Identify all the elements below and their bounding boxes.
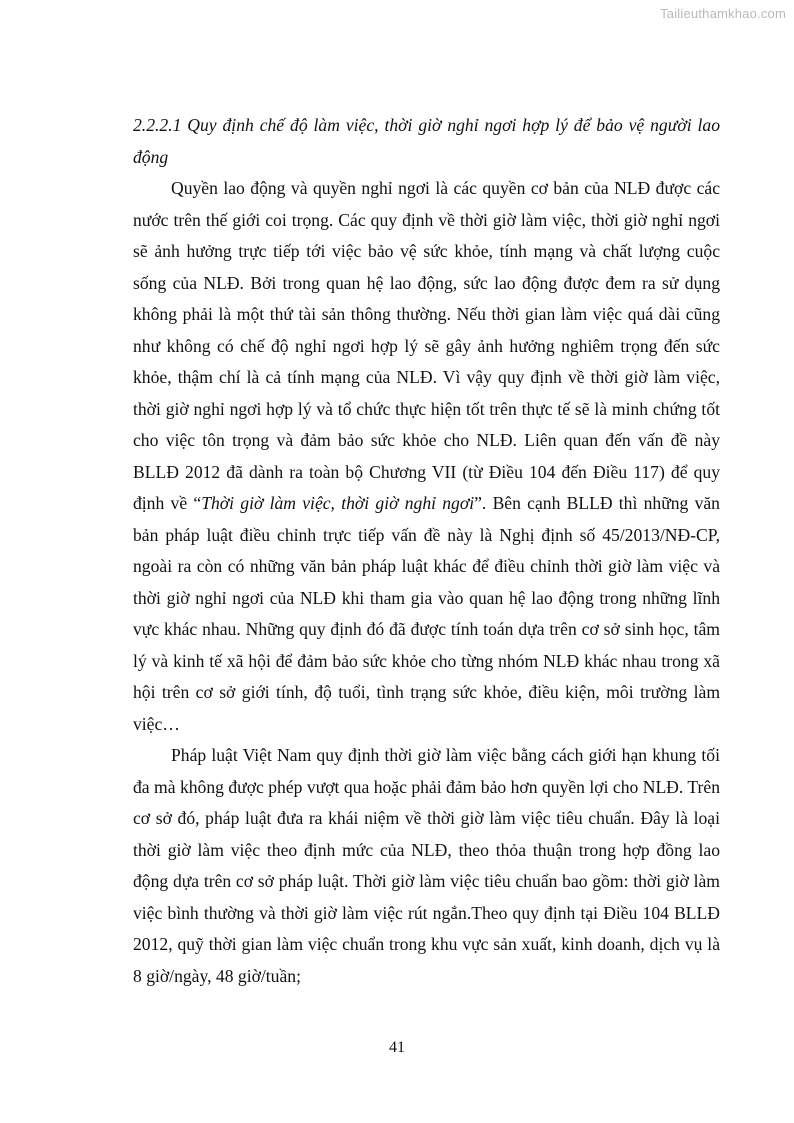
paragraph-2: Pháp luật Việt Nam quy định thời giờ làm việc bằng cách giới hạn khung tối đa mà không được phép vượt qua hoặc phải đảm bảo hơn quyền lợi cho NLĐ. Trên cơ sở đó, pháp luật đưa ra khái niệm về thời giờ làm việc tiêu chuẩn. Đây là loại thời giờ làm việc theo định mức của NLĐ, theo thỏa thuận trong hợp đồng lao động dựa trên cơ sở pháp luật. Thời giờ làm việc tiêu chuẩn bao gồm: thời giờ làm việc bình thường và thời giờ làm việc rút ngắn.Theo quy định tại Điều 104 BLLĐ 2012, quỹ thời gian làm việc chuẩn trong khu vực sản xuất, kinh doanh, dịch vụ là 8 giờ/ngày, 48 giờ/tuần; — [133, 745, 720, 986]
paragraph-1-text-a: Quyền lao động và quyền nghỉ ngơi là các quyền cơ bản của NLĐ được các nước trên thế giới coi trọng. Các quy định về thời giờ làm việc, thời giờ nghỉ ngơi sẽ ảnh hưởng trực tiếp tới việc bảo vệ sức khỏe, tính mạng và chất lượng cuộc sống của NLĐ. Bởi trong quan hệ lao động, sức lao động được đem ra sử dụng không phải là một thứ tài sản thông thường. Nếu thời gian làm việc quá dài cũng như không có chế độ nghỉ ngơi hợp lý sẽ gây ảnh hưởng nghiêm trọng đến sức khỏe, thậm chí là cả tính mạng của NLĐ. Vì vậy quy định về thời giờ làm việc, thời giờ nghỉ ngơi hợp lý và tổ chức thực hiện tốt trên thực tế sẽ là minh chứng tốt cho việc tôn trọng và đảm bảo sức khỏe cho NLĐ. Liên quan đến vấn đề này BLLĐ 2012 đã dành ra toàn bộ Chương VII (từ Điều 104 đến Điều 117) để quy định về “ — [133, 178, 720, 513]
page-number: 41 — [389, 1039, 405, 1056]
paragraph-1 — [133, 173, 720, 740]
watermark-text: Tailieuthamkhao.com — [660, 6, 786, 21]
document-body — [133, 110, 720, 992]
paragraph-1-text-b: ”. Bên cạnh BLLĐ thì những văn bản pháp luật điều chỉnh trực tiếp vấn đề này là Nghị định số 45/2013/NĐ-CP, ngoài ra còn có những văn bản pháp luật khác để điều chỉnh thời giờ làm việc và thời giờ nghỉ ngơi của NLĐ khi tham gia vào quan hệ lao động trong những lĩnh vực khác nhau. Những quy định đó đã được tính toán dựa trên cơ sở sinh học, tâm lý và kinh tế xã hội để đảm bảo sức khỏe cho từng nhóm NLĐ khác nhau trong xã hội trên cơ sở giới tính, độ tuổi, tình trạng sức khỏe, điều kiện, môi trường làm việc… — [133, 493, 720, 734]
section-heading: 2.2.2.1 Quy định chế độ làm việc, thời giờ nghỉ ngơi hợp lý để bảo vệ người lao động — [133, 115, 720, 167]
paragraph-1-italic-title: Thời giờ làm việc, thời giờ nghỉ ngơi — [201, 493, 475, 513]
